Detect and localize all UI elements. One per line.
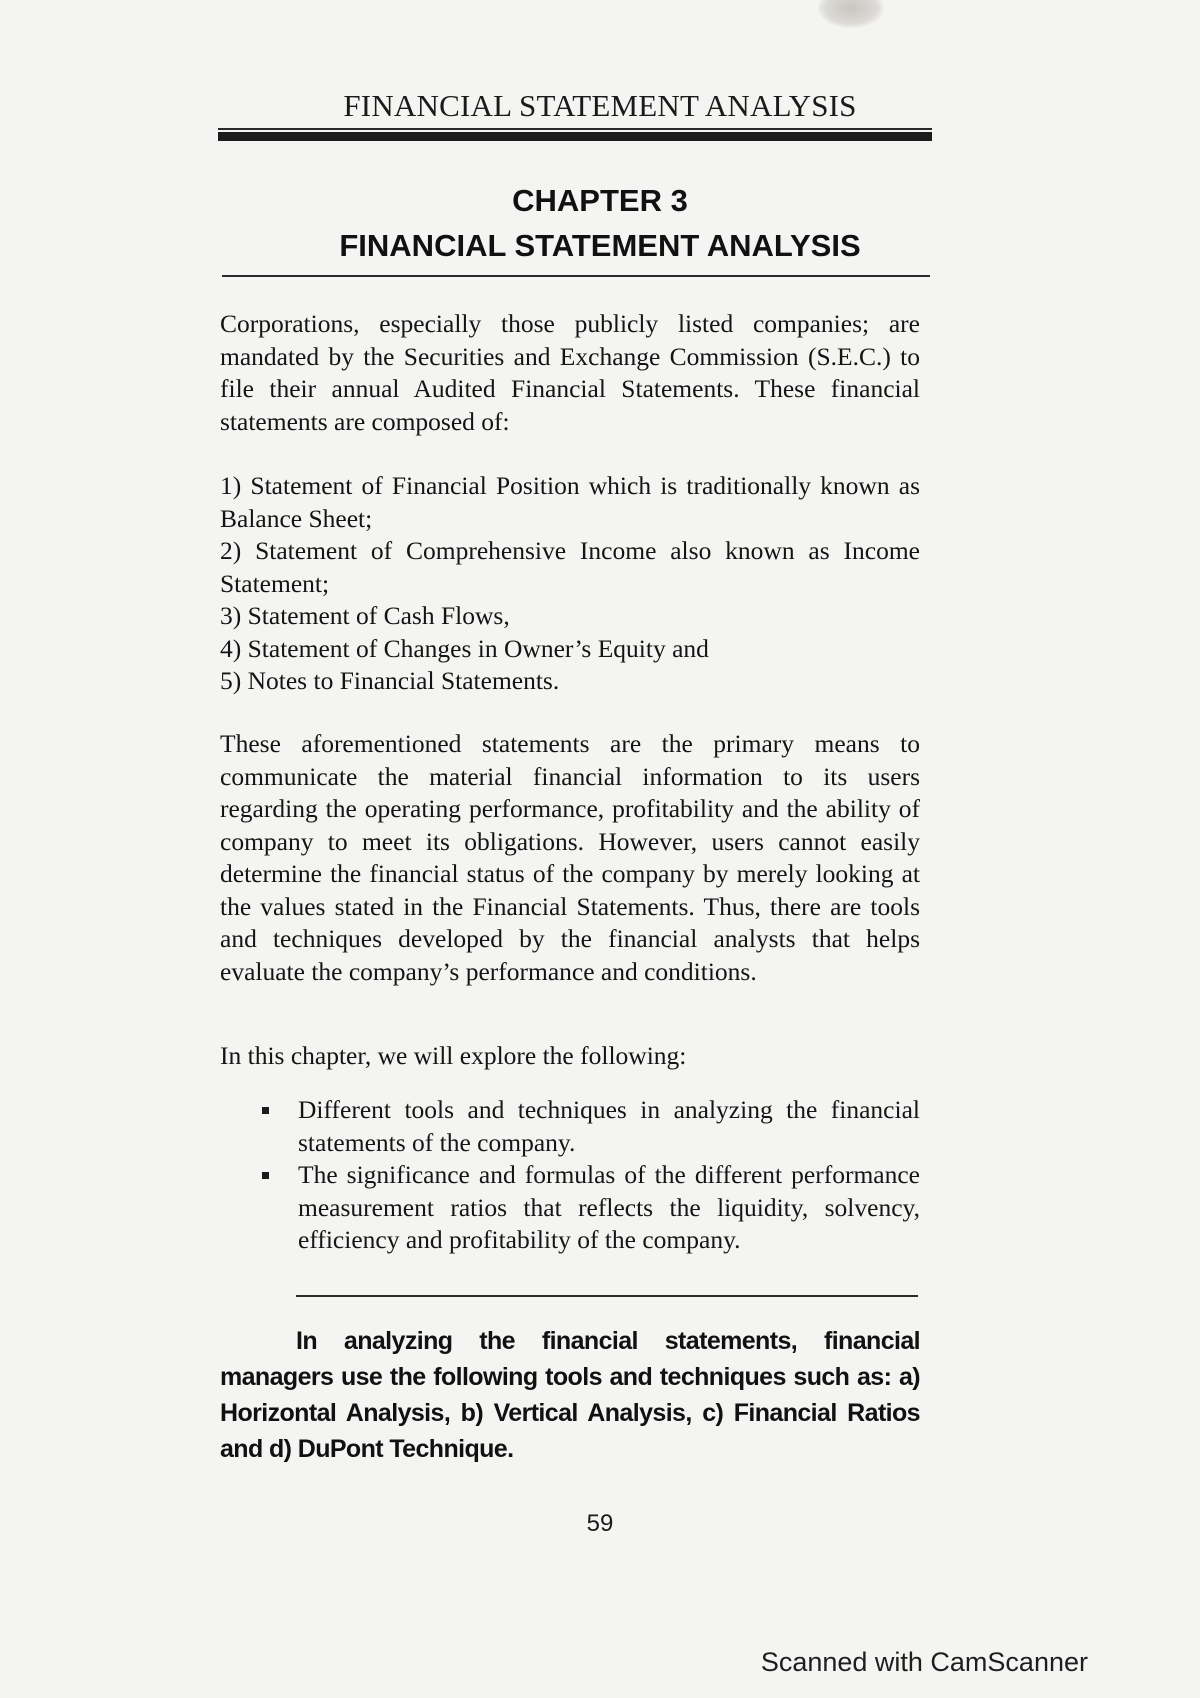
explore-intro: In this chapter, we will explore the following:	[220, 1041, 687, 1070]
section-divider	[296, 1295, 918, 1297]
intro-paragraph: Corporations, especially those publicly listed companies; are mandated by the Securities and Exchange Commission (S.E.C.) to file their annual Audited Financial Statements. These financial statements are composed of:	[220, 309, 920, 436]
bullet-icon	[262, 1172, 269, 1179]
chapter-number: CHAPTER 3	[512, 183, 688, 218]
running-header: FINANCIAL STATEMENT ANALYSIS	[343, 88, 857, 123]
statements-list	[220, 470, 920, 698]
bullet-icon	[262, 1107, 269, 1114]
header-rule-thick	[218, 132, 932, 141]
list-item: 5) Notes to Financial Statements.	[220, 666, 560, 695]
list-item	[220, 1159, 920, 1257]
list-item: 2) Statement of Comprehensive Income also known as Income Statement;	[220, 536, 920, 598]
list-item-text: The significance and formulas of the different performance measurement ratios that reflects the liquidity, solvency, efficiency and profitability of the company.	[298, 1160, 920, 1254]
second-paragraph: These aforementioned statements are the primary means to communicate the material financial information to its users regarding the operating performance, profitability and the ability of company to meet its obligations. However, users cannot easily determine the financial status of the company by merely looking at the values stated in the Financial Statements. Thus, there are tools and techniques developed by the financial analysts that helps evaluate the company’s performance and conditions.	[220, 729, 920, 986]
closing-paragraph-text: In analyzing the financial statements, financial managers use the following tools and techniques such as: a) Horizontal Analysis, b) Vertical Analysis, c) Financial Ratios and d) DuPont Technique.	[220, 1327, 920, 1463]
list-item-text: Different tools and techniques in analyzing the financial statements of the company.	[298, 1095, 920, 1157]
list-item: 1) Statement of Financial Position which is traditionally known as Balance Sheet;	[220, 471, 920, 533]
header-rule-thin	[218, 128, 932, 130]
chapter-title: FINANCIAL STATEMENT ANALYSIS	[339, 228, 861, 263]
scanner-watermark: Scanned with CamScanner	[760, 1647, 1088, 1677]
page-number: 59	[586, 1510, 614, 1537]
title-divider	[222, 275, 930, 277]
list-item: 4) Statement of Changes in Owner’s Equity and	[220, 633, 709, 663]
closing-paragraph	[220, 1323, 920, 1467]
scan-smudge	[818, 0, 884, 28]
list-item	[220, 1094, 920, 1159]
list-item: 3) Statement of Cash Flows,	[220, 601, 510, 630]
explore-list	[220, 1094, 920, 1257]
